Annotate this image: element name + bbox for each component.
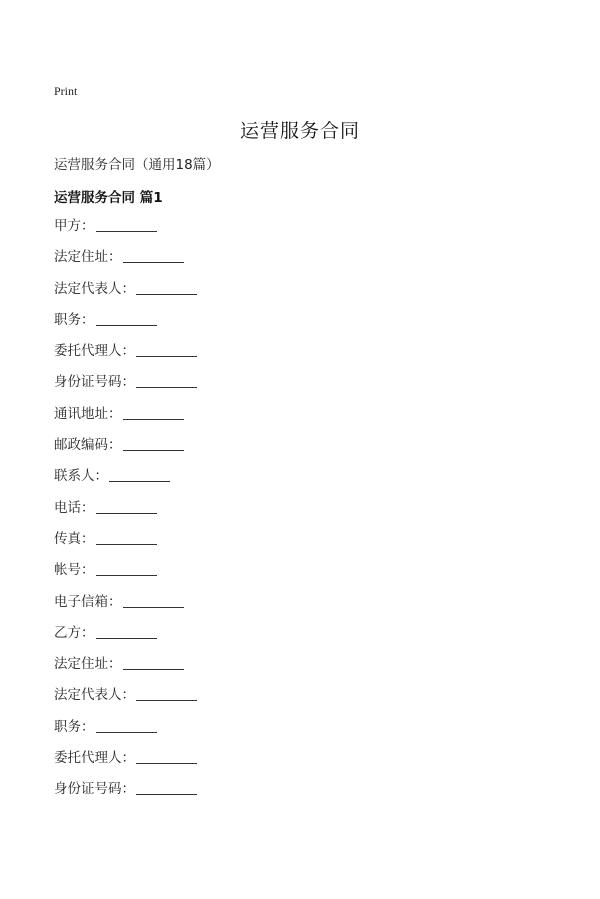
field-row-legal-representative-b <box>54 686 197 717</box>
field-label: 帐号： <box>54 562 95 579</box>
fill-in-blank <box>96 530 157 545</box>
fill-in-blank <box>96 499 157 514</box>
field-row-account <box>54 561 197 592</box>
fill-in-blank <box>136 280 197 295</box>
fill-in-blank <box>96 624 157 639</box>
field-label: 身份证号码： <box>54 374 135 391</box>
field-label: 法定代表人： <box>54 280 135 297</box>
print-label: Print <box>54 84 78 98</box>
field-label: 联系人： <box>54 468 108 485</box>
field-label: 委托代理人： <box>54 750 135 767</box>
field-label: 职务： <box>54 311 95 328</box>
field-label: 法定住址： <box>54 656 122 673</box>
field-row-party-b <box>54 624 197 655</box>
field-row-id-number <box>54 373 197 404</box>
fill-in-blank <box>123 405 184 420</box>
field-row-contact-person <box>54 467 197 498</box>
field-label: 乙方： <box>54 624 95 641</box>
field-row-fax <box>54 530 197 561</box>
field-label: 电子信箱： <box>54 593 122 610</box>
fill-in-blank <box>123 655 184 670</box>
document-subtitle: 运营服务合同（通用18篇） <box>54 157 220 173</box>
fill-in-blank <box>136 686 197 701</box>
field-row-authorized-agent-b <box>54 749 197 780</box>
field-row-authorized-agent <box>54 342 197 373</box>
fill-in-blank <box>123 436 184 451</box>
field-row-phone <box>54 499 197 530</box>
field-row-postal-code <box>54 436 197 467</box>
field-row-mailing-address <box>54 405 197 436</box>
field-row-legal-address <box>54 248 197 279</box>
fill-in-blank <box>96 311 157 326</box>
field-label: 委托代理人： <box>54 343 135 360</box>
field-row-position <box>54 311 197 342</box>
field-label: 职务： <box>54 718 95 735</box>
field-label: 电话： <box>54 499 95 516</box>
field-label: 法定住址： <box>54 249 122 266</box>
field-label: 通讯地址： <box>54 405 122 422</box>
field-label: 甲方： <box>54 218 95 234</box>
fill-in-blank <box>123 248 184 263</box>
field-row-party-a <box>54 217 197 248</box>
fill-in-blank <box>109 467 170 482</box>
field-row-legal-address-b <box>54 655 197 686</box>
fill-in-blank <box>96 217 157 232</box>
field-row-position-b <box>54 718 197 749</box>
fill-in-blank <box>136 780 197 795</box>
field-row-legal-representative <box>54 280 197 311</box>
fill-in-blank <box>136 342 197 357</box>
fill-in-blank <box>96 718 157 733</box>
fill-in-blank <box>136 749 197 764</box>
fill-in-blank <box>136 373 197 388</box>
fill-in-blank <box>123 593 184 608</box>
field-label: 法定代表人： <box>54 687 135 704</box>
section-heading: 运营服务合同 篇1 <box>54 190 163 206</box>
field-row-id-number-b <box>54 780 197 811</box>
field-label: 传真： <box>54 530 95 547</box>
contract-fields-list <box>54 217 197 812</box>
fill-in-blank <box>96 561 157 576</box>
field-row-email <box>54 593 197 624</box>
field-label: 身份证号码： <box>54 781 135 798</box>
field-label: 邮政编码： <box>54 437 122 454</box>
document-title: 运营服务合同 <box>239 120 360 142</box>
